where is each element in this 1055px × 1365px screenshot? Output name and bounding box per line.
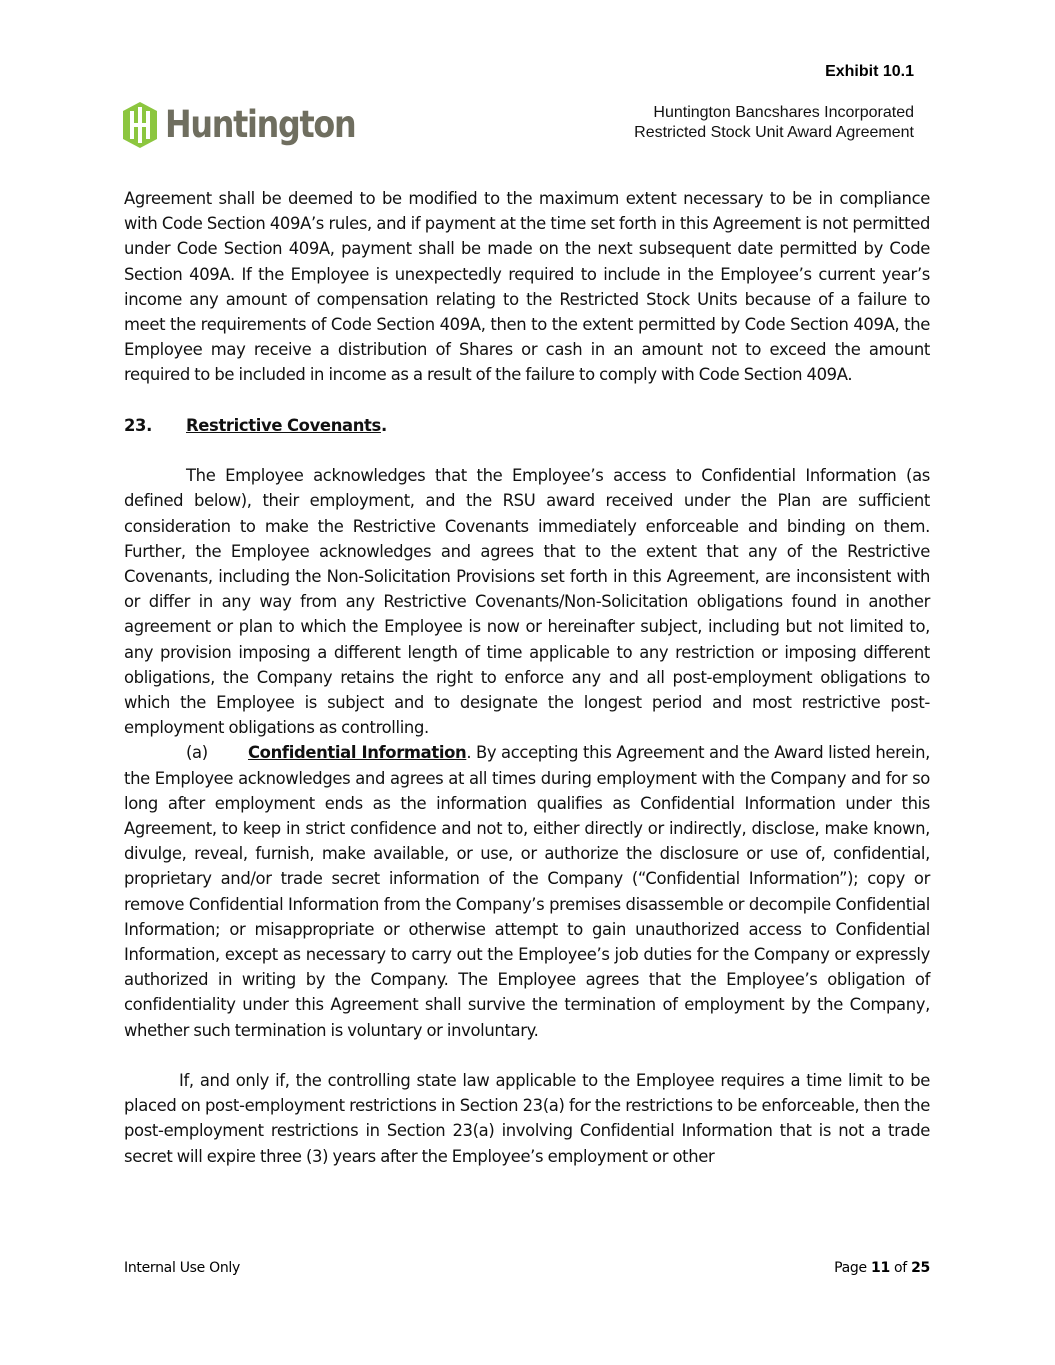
- subsection-title: Confidential Information: [248, 743, 467, 763]
- subsection-label: (a): [186, 743, 208, 763]
- section-heading: [124, 413, 930, 438]
- page-total: 25: [911, 1260, 930, 1276]
- page-word: Page: [834, 1260, 867, 1276]
- huntington-logo-icon: [121, 102, 159, 148]
- company-name: Huntington Bancshares Incorporated: [653, 104, 914, 121]
- paragraph-acknowledgement: The Employee acknowledges that the Employee’s access to Confidential Information (as defined below), their employment, and the RSU award received under the Plan are sufficient consideration to make the Restrictive Covenants immediately enforceable and binding on them. Further, the Employee acknowledges and agrees that to the extent that any of the Restrictive Covenants, including the Non-Solicitation Provisions set forth in this Agreement, are inconsistent with or differ in any way from any Restrictive Covenants/Non-Solicitation obligations found in another agreement or plan to which the Employee is now or hereinafter subject, including but not limited to, any provision imposing a different length of time applicable to any restriction or imposing different obligations, the Company retains the right to enforce any and all post-employment obligations to which the Employee is subject and to designate the longest period and most restrictive post-employment obligations as controlling.: [124, 466, 930, 738]
- section-title-suffix: .: [380, 415, 387, 435]
- subsection-a: [124, 740, 930, 1042]
- footer-classification: Internal Use Only: [124, 1260, 240, 1276]
- page-current: 11: [871, 1260, 890, 1276]
- agreement-title: Restricted Stock Unit Award Agreement: [634, 124, 914, 141]
- document-body: [124, 186, 930, 1169]
- subsection-text: . By accepting this Agreement and the Award listed herein, the Employee acknowledges and agrees at all times during employment with the Company and for so long after employment ends as the information qualifies as Confidential Information under this Agreement, to keep in strict confidence and not to, either directly or indirectly, disclose, make known, divulge, reveal, furnish, make available, or use, or authorize the disclosure or use of, confidential, proprietary and/or trade secret information of the Company (“Confidential Information”); copy or remove Confidential Information from the Company’s premises disassemble or decompile Confidential Information; or misappropriate or otherwise attempt to gain unauthorized access to Confidential Information, except as necessary to carry out the Employee’s job duties for the Company or expressly authorized in writing by the Company. The Employee agrees that the Employee’s obligation of confidentiality under this Agreement shall survive the termination of employment by the Company, whether such termination is voluntary or involuntary.: [124, 743, 930, 1040]
- document-header: [634, 103, 914, 143]
- huntington-logo: [121, 101, 386, 149]
- paragraph-continued: Agreement shall be deemed to be modified to the maximum extent necessary to be in compliance with Code Section 409A’s rules, and if payment at the time set forth in this Agreement is not permitted under Code Section 409A, payment shall be made on the next subsequent date permitted by Code Section 409A. If the Employee is unexpectedly required to include in the Employee’s current year’s income any amount of compensation relating to the Restricted Stock Units because of a failure to meet the requirements of Code Section 409A, then to the extent permitted by Code Section 409A, the Employee may receive a distribution of Shares or cash in an amount not to exceed the amount required to be included in income as a result of the failure to comply with Code Section 409A.: [124, 189, 930, 385]
- section-title: Restrictive Covenants: [186, 415, 381, 435]
- exhibit-label: Exhibit 10.1: [825, 63, 914, 80]
- paragraph-time-limit: If, and only if, the controlling state law applicable to the Employee requires a time limit to be placed on post-employment restrictions in Section 23(a) for the restrictions to be enforceable, then the post-employment restrictions in Section 23(a) involving Confidential Information that is not a trade secret will expire three (3) years after the Employee’s employment or other: [124, 1071, 930, 1166]
- page-number: [834, 1260, 930, 1276]
- logo-wordmark: Huntington: [165, 103, 356, 146]
- section-number: 23.: [124, 415, 152, 435]
- page-of: of: [894, 1260, 907, 1276]
